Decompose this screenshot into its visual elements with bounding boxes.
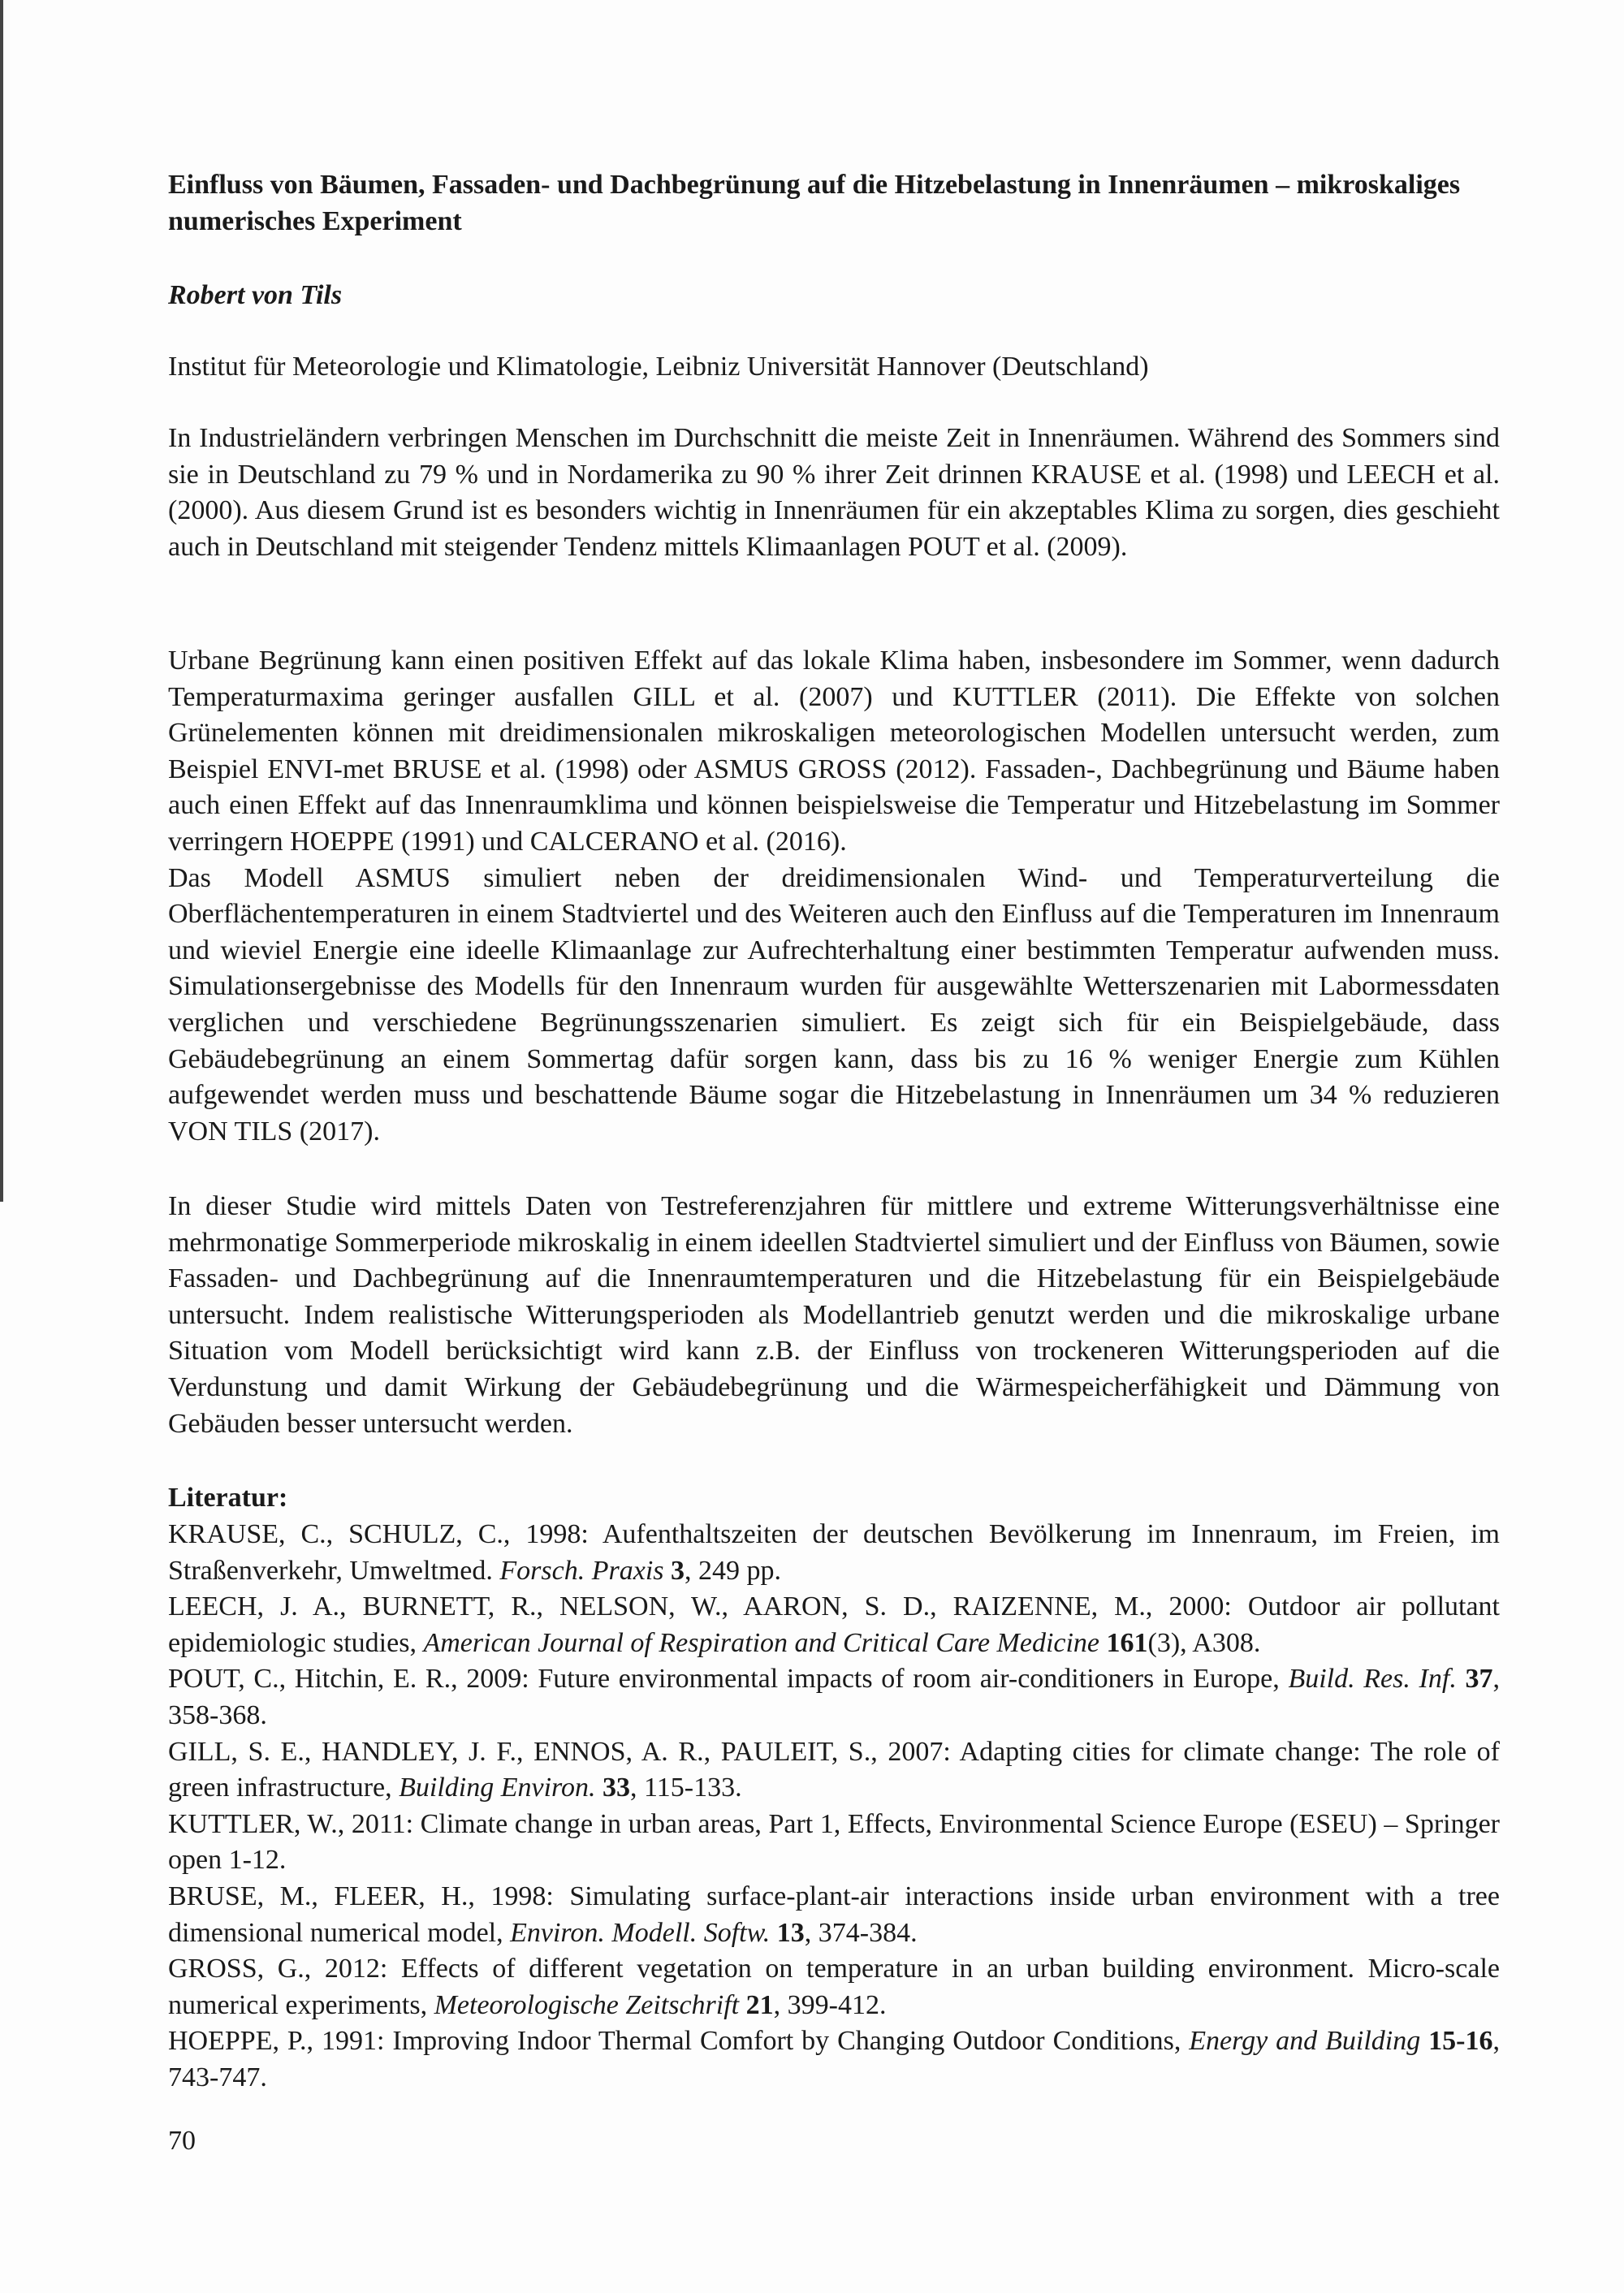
reference-volume: 15-16 [1428,2026,1493,2057]
reference-volume: 21 [745,1989,774,2020]
reference-entry [168,1517,1500,1589]
reference-journal: Environ. Modell. Softw. [510,1917,771,1948]
reference-volume: 37 [1465,1664,1493,1695]
reference-text: , 374-384. [804,1917,918,1948]
reference-text [1457,1664,1466,1694]
reference-text: (3), A308. [1147,1627,1261,1658]
reference-text: KUTTLER, W., 2011: Climate change in urban areas, Part 1, Effects, Environmental Science Europe (ESEU) – Springer open 1-12. [168,1808,1500,1876]
reference-text: , 399-412. [773,1989,887,2020]
paragraph-study [168,1189,1500,1442]
reference-journal: Forsch. Praxis [499,1555,664,1586]
reference-entry [168,1879,1500,1951]
paragraph-intro [168,421,1500,565]
reference-text: POUT, C., Hitchin, E. R., 2009: Future environmental impacts of room air-conditioners in Europe, [168,1664,1289,1695]
author-name: Robert von Tils [168,280,343,310]
reference-text [596,1773,603,1803]
reference-volume: 3 [671,1555,685,1586]
paragraph: In Industrieländern verbringen Menschen im Durchschnitt die meiste Zeit in Innenräumen. Während des Sommers sind sie in Deutschland zu 79 % und in Nordamerika zu 90 % ihrer Zeit drinnen KRAUSE et al. (1998) und LEECH et al. (2000). Aus diesem Grund ist es besonders wichtig in Innenräumen für ein akzeptables Klima zu sorgen, dies geschieht auch in Deutschland mit steigender Tendenz mittels Klimaanlagen POUT et al. (2009). [168,423,1500,562]
reference-text [1099,1628,1107,1658]
reference-journal: American Journal of Respiration and Critical Care Medicine [423,1627,1100,1658]
reference-text: , 743-747. [168,2026,1500,2092]
reference-text: KRAUSE, C., SCHULZ, C., 1998: Aufenthaltszeiten der deutschen Bevölkerung im Innenraum, im Freien, im Straßenverkehr, Umweltmed. [168,1519,1500,1586]
page-number: 70 [168,2126,196,2156]
reference-text: GILL, S. E., HANDLEY, J. F., ENNOS, A. R., PAULEIT, S., 2007: Adapting cities for climate change: The role of green infrastructure, [168,1736,1500,1803]
reference-text: LEECH, J. A., BURNETT, R., NELSON, W., AARON, S. D., RAIZENNE, M., 2000: Outdoor air pollutant epidemiologic studies, [168,1591,1500,1658]
reference-entry [168,1589,1500,1661]
literature-heading: Literatur: [168,1483,288,1513]
paragraph: In dieser Studie wird mittels Daten von Testreferenzjahren für mittlere und extreme Witterungsverhältnisse eine mehrmonatige Sommerperiode mikroskalig in einem ideellen Stadtviertel simuliert und der Einfluss von Bäumen, sowie Fassaden- und Dachbegrünung auf die Innenraumtemperaturen und die Hitzebelastung für ein Beispielgebäude untersucht. Indem realistische Witterungsperioden als Modellantrieb genutzt werden und die mikroskalige urbane Situation vom Modell berücksichtigt wird kann z.B. der Einfluss von trockeneren Witterungsperioden auf die Verdunstung und damit Wirkung der Gebäudebegrünung und die Wärmespeicherfähigkeit und Dämmung von Gebäuden besser untersucht werden. [168,1191,1500,1439]
reference-list [168,1517,1500,2097]
reference-text: GROSS, G., 2012: Effects of different vegetation on temperature in an urban building environment. Micro-scale numerical experiments, [168,1954,1500,2020]
scan-edge-artifact [0,0,3,1202]
reference-entry [168,1807,1500,1879]
reference-text [770,1918,777,1948]
reference-text: HOEPPE, P., 1991: Improving Indoor Thermal Comfort by Changing Outdoor Conditions, [168,2026,1190,2057]
reference-journal: Build. Res. Inf. [1288,1664,1457,1695]
reference-entry [168,1661,1500,1734]
reference-journal: Building Environ. [399,1773,596,1803]
reference-entry [168,1734,1500,1807]
reference-text: BRUSE, M., FLEER, H., 1998: Simulating surface-plant-air interactions inside urban environment with a tree dimensional numerical model, [168,1881,1500,1948]
paragraph: Urbane Begrünung kann einen positiven Effekt auf das lokale Klima haben, insbesondere im Sommer, wenn dadurch Temperaturmaxima geringer ausfallen GILL et al. (2007) und KUTTLER (2011). Die Effekte von solchen Grünelementen können mit dreidimensionalen mikroskaligen meteorologischen Modellen untersucht werden, zum Beispiel ENVI-met BRUSE et al. (1998) oder ASMUS GROSS (2012). Fassaden-, Dachbegrünung und Bäume haben auch einen Effekt auf das Innenraumklima und können beispielsweise die Temperatur und Hitzebelastung im Sommer verringern HOEPPE (1991) und CALCERANO et al. (2016). [168,646,1500,857]
reference-text: , 358-368. [168,1664,1501,1730]
document-title: Einfluss von Bäumen, Fassaden- und Dachbegrünung auf die Hitzebelastung in Innenräumen – mikroskaliges numerisches Experiment [168,170,1461,236]
reference-text [1420,2026,1428,2056]
reference-volume: 33 [603,1773,631,1803]
reference-entry [168,1951,1500,2023]
paragraph-urban-greening [168,643,1500,1150]
author-affiliation: Institut für Meteorologie und Klimatologie, Leibniz Universität Hannover (Deutschland) [168,352,1149,382]
reference-text: , 115-133. [630,1773,742,1803]
reference-entry [168,2023,1500,2096]
reference-text [664,1556,672,1586]
reference-volume: 13 [776,1917,805,1948]
reference-text: , 249 pp. [685,1555,781,1586]
reference-text [739,1990,746,2020]
reference-journal: Energy and Building [1189,2026,1421,2057]
reference-journal: Meteorologische Zeitschrift [434,1989,740,2020]
reference-volume: 161 [1106,1627,1148,1658]
paragraph: Das Modell ASMUS simuliert neben der dreidimensionalen Wind- und Temperaturverteilung die Oberflächentemperaturen in einem Stadtviertel und des Weiteren auch den Einfluss auf die Temperaturen im Innenraum und wieviel Energie eine ideelle Klimaanlage zur Aufrechterhaltung einer bestimmten Temperatur aufwenden muss. Simulationsergebnisse des Modells für den Innenraum wurden für ausgewählte Wetterszenarien mit Labormessdaten verglichen und verschiedene Begrünungsszenarien simuliert. Es zeigt sich für ein Beispielgebäude, dass Gebäudebegrünung an einem Sommertag dafür sorgen kann, dass bis zu 16 % weniger Energie zum Kühlen aufgewendet werden muss und beschattende Bäume sogar die Hitzebelastung in Innenräumen um 34 % reduzieren VON TILS (2017). [168,862,1500,1146]
